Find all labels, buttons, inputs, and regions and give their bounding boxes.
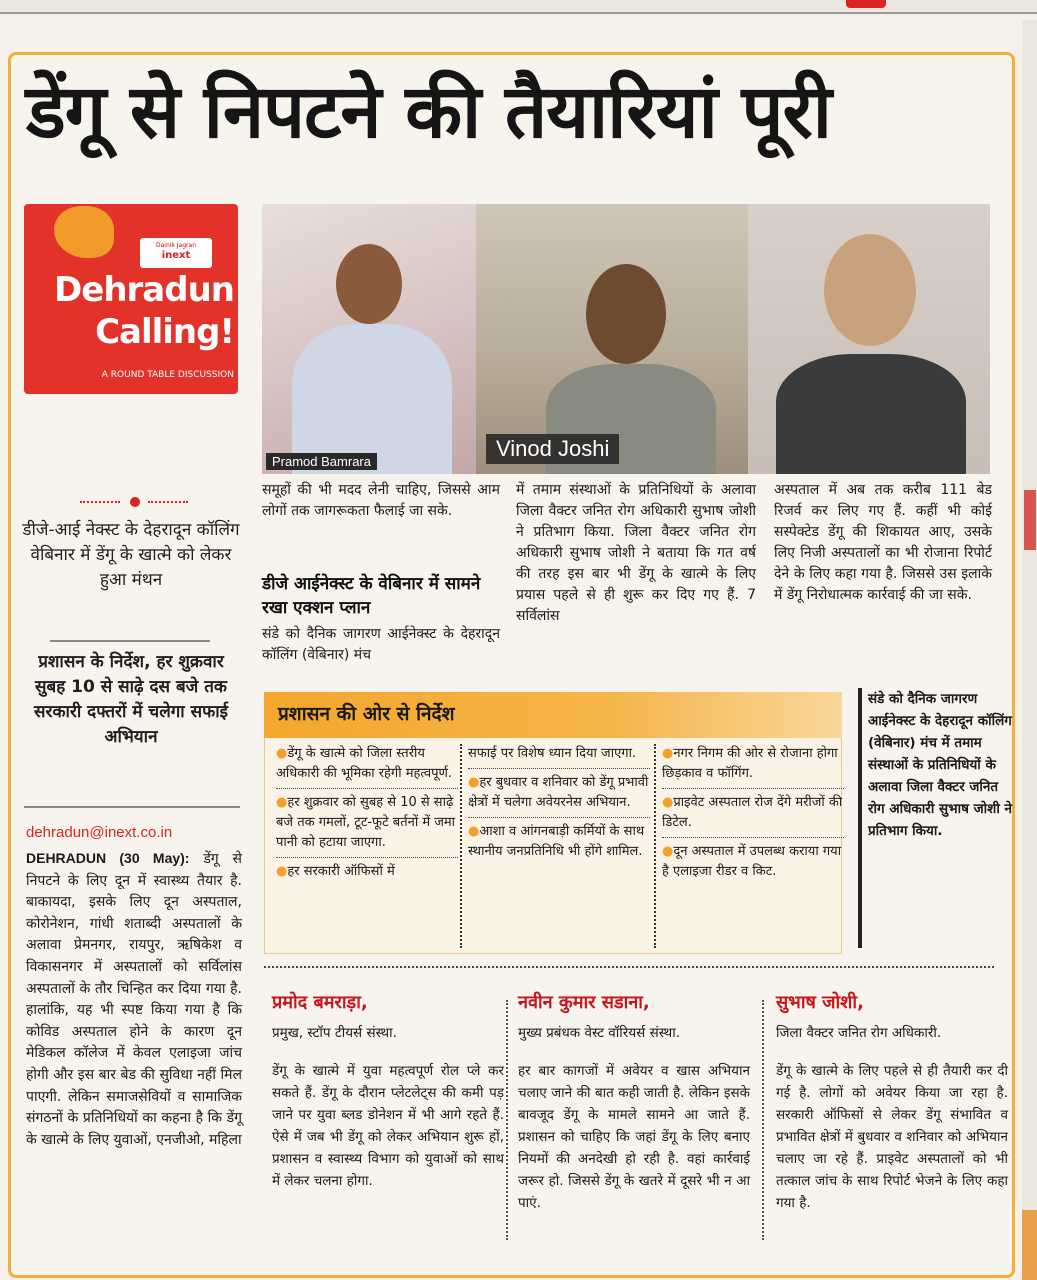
quote-separator (506, 1000, 508, 1240)
participant-role: जिला वैक्टर जनित रोग अधिकारी. (776, 1025, 942, 1041)
participant-head (336, 244, 402, 324)
section-divider (264, 966, 994, 968)
flame-icon (54, 206, 114, 258)
article-subhead: डीजे आईनेक्स्ट के वेबिनार में सामने रखा एक्शन प्लान (262, 574, 481, 618)
webinar-screenshot (262, 204, 990, 474)
logo-line1: Dehradun (54, 270, 234, 310)
participant-photo-1 (262, 204, 476, 474)
participant-photo-2 (476, 204, 748, 474)
sidebar-divider (80, 496, 190, 508)
sidebar-rule (50, 640, 210, 642)
divider-dot (130, 497, 140, 507)
brand-top: Dainik Jagran (155, 242, 197, 249)
participant-name: प्रमोद बमराड़ा, (272, 992, 368, 1013)
directive-item: ●हर सरकारी ऑफिसों में (276, 864, 395, 879)
dehradun-calling-logo (24, 204, 238, 394)
reporter-email: dehradun@inext.co.in (26, 824, 173, 841)
dash-right (148, 501, 188, 503)
edge-mark-2 (1022, 1210, 1037, 1280)
directives-col2 (468, 744, 650, 870)
participant-quote: हर बार कागजों में अवेयर व खास अभियान चलाए जाने की बात कही जाती है. लेकिन इसके बावजूद डेंगू के मामले सामने आ जाते हैं. प्रशासन को चाहिए कि जहां डेंगू के लिए बनाए नियमों की अनदेखी हो रही है. वहां कार्रवाई जरूर हो. जिससे डेंगू के खतरे में दूसरे भी न आ पाएं. (518, 1063, 750, 1211)
article-lead (26, 848, 242, 1151)
participant-role: प्रमुख, स्टॉप टीयर्स संस्था. (272, 1025, 397, 1041)
page-top-strip (0, 0, 1037, 14)
directives-separator (460, 744, 462, 948)
dateline: DEHRADUN (30 May): (26, 850, 190, 866)
directives-col3 (662, 744, 844, 890)
directive-item: ●प्राइवेट अस्पताल रोज देंगे मरीजों की डिटेल. (662, 793, 844, 838)
participant-quote: डेंगू के खात्मे में युवा महत्वपूर्ण रोल प्ले कर सकते हैं. डेंगू के दौरान प्लेटलेट्स की कमी पड़ जाने पर युवा ब्लड डोनेशन में भी आगे रहते हैं. ऐसे में जब भी डेंगू को लेकर अभियान शुरू हों, प्रशासन व स्वास्थ्य विभाग को युवाओं को साथ में लेकर चलना होगा. (272, 1063, 504, 1189)
article-lead-text: डेंगू से निपटने के लिए दून में स्वास्थ्य तैयार है. बाकायदा, इसके लिए दून अस्पताल, कोरोनेशन, गांधी शताब्दी अस्पतालों के अलावा प्रेमनगर, रायपुर, ऋषिकेश व विकासनगर में अस्पतालों को सर्विलांस अस्पतालों के तौर चिन्हित कर दिया गया है. हालांकि, यह भी स्पष्ट किया गया है कि कोविड अस्पताल होने के कारण दून मेडिकल कॉलेज में केवल एलाइजा जांच होगी और इस बार बेड की सुविधा नहीं मिल पाएगी. लेकिन समाजसेवियों व सामाजिक संगठनों के प्रतिनिधियों का कहना है कि डेंगू के खात्मे के लिए युवाओं, एनजीओ, महिला (26, 851, 242, 1148)
directive-item: ●नगर निगम की ओर से रोजाना होगा छिड़काव व फॉगिंग. (662, 744, 844, 789)
participant-name: सुभाष जोशी, (776, 992, 864, 1013)
directive-item: ●डेंगू के खात्मे को जिला स्तरीय अधिकारी की भूमिका रहेगी महत्वपूर्ण. (276, 744, 458, 789)
article-col2: में तमाम संस्थाओं के प्रतिनिधियों के अलावा जिला वैक्टर जनित रोग अधिकारी सुभाष जोशी ने प्रतिभाग किया. जिला वैक्टर जनित रोग अधिकारी सुभाष जोशी ने बताया कि गत वर्ष की तरह इस बार भी डेंगू के खात्मे के लिए प्रयास पहले से ही शुरू कर दिए गए हैं. 7 सर्विलांस (516, 482, 756, 624)
directives-col1 (276, 744, 458, 890)
logo-line2: Calling! (95, 312, 234, 352)
pull-quote (868, 688, 1018, 842)
sidebar-rule-bottom (24, 806, 240, 808)
brand-bottom: inext (161, 250, 191, 261)
participant-name: नवीन कुमार सडाना, (518, 992, 650, 1013)
sidebar-highlight: प्रशासन के निर्देश, हर शुक्रवार सुबह 10 से साढ़े दस बजे तक सरकारी दफ्तरों में चलेगा सफाई अभियान (34, 652, 228, 747)
quote-separator (762, 1000, 764, 1240)
directive-item: ●हर बुधवार व शनिवार को डेंगू प्रभावी क्षेत्रों में चलेगा अवेयरनेस अभियान. (468, 773, 650, 818)
article-col1-bottom: संडे को दैनिक जागरण आईनेक्स्ट के देहरादून कॉलिंग (वेबिनार) मंच (262, 626, 500, 663)
brand-badge (140, 238, 212, 268)
pull-quote-bar (858, 688, 862, 948)
participant-photo-3 (748, 204, 990, 474)
adjacent-page-edge (1022, 20, 1037, 1280)
participant-quote-3 (776, 990, 1008, 1214)
directives-title: प्रशासन की ओर से निर्देश (278, 703, 455, 725)
participant-head (824, 234, 916, 346)
directives-header (264, 692, 842, 738)
participant-body (292, 324, 452, 474)
participant-quote-1 (272, 990, 504, 1192)
participant-name-2: Vinod Joshi (486, 434, 619, 464)
directive-item: ●दून अस्पताल में उपलब्ध कराया गया है एलाइजा रीडर व किट. (662, 844, 842, 879)
participant-head (586, 264, 666, 364)
logo-tagline: A ROUND TABLE DISCUSSION (101, 370, 234, 380)
directive-item: सफाई पर विशेष ध्यान दिया जाएगा. (468, 744, 650, 769)
pull-quote-text: संडे को दैनिक जागरण आईनेक्स्ट के देहरादून कॉलिंग (वेबिनार) मंच में तमाम संस्थाओं के प्रतिनिधियों के अलावा जिला वैक्टर जनित रोग अधिकारी सुभाष जोशी ने प्रतिभाग किया. (868, 691, 1013, 839)
edge-mark (1024, 490, 1036, 550)
article-col3: अस्पताल में अब तक करीब 111 बेड रिजर्व कर लिए गए हैं. कहीं भी कोई सस्पेक्टेड डेंगू की शिकायत आए, उसके लिए निजी अस्पतालों का भी रोजाना रिपोर्ट देने के लिए कहा गया है. जिससे उस इलाके में डेंगू निरोधात्मक कार्रवाई की जा सके. (774, 482, 992, 603)
sidebar-intro: डीजे-आई नेक्स्ट के देहरादून कॉलिंग वेबिनार में डेंगू के खात्मे को लेकर हुआ मंथन (22, 520, 240, 590)
red-marker (846, 0, 886, 8)
headline: डेंगू से निपटने की तैयारियां पूरी (26, 69, 831, 155)
participant-quote: डेंगू के खात्मे के लिए पहले से ही तैयारी कर दी गई है. लोगों को अवेयर किया जा रहा है. सरकारी ऑफिसों से लेकर डेंगू संभावित व प्रभावित क्षेत्रों में बुधवार व शनिवार को अभियान चलाए जा रहे हैं. प्राइवेट अस्पतालों को भी तत्काल जांच के साथ रिपोर्ट भेजने के लिए कहा गया है. (776, 1063, 1008, 1211)
participant-role: मुख्य प्रबंधक वेस्ट वॉरियर्स संस्था. (518, 1025, 681, 1041)
participant-quote-2 (518, 990, 750, 1214)
article-col1-top: समूहों की भी मदद लेनी चाहिए, जिससे आम लोगों तक जागरूकता फैलाई जा सके. (262, 482, 500, 519)
participant-body (776, 354, 966, 474)
directive-item: ●आशा व आंगनबाड़ी कर्मियों के साथ स्थानीय जनप्रतिनिधि भी होंगे शामिल. (468, 824, 645, 859)
directives-separator (654, 744, 656, 948)
dash-left (80, 501, 120, 503)
participant-name-1: Pramod Bamrara (266, 453, 377, 470)
directive-item: ●हर शुक्रवार को सुबह से 10 से साढ़े बजे तक गमलों, टूट-फूटे बर्तनों में जमा पानी को हटाया जाएगा. (276, 793, 458, 858)
